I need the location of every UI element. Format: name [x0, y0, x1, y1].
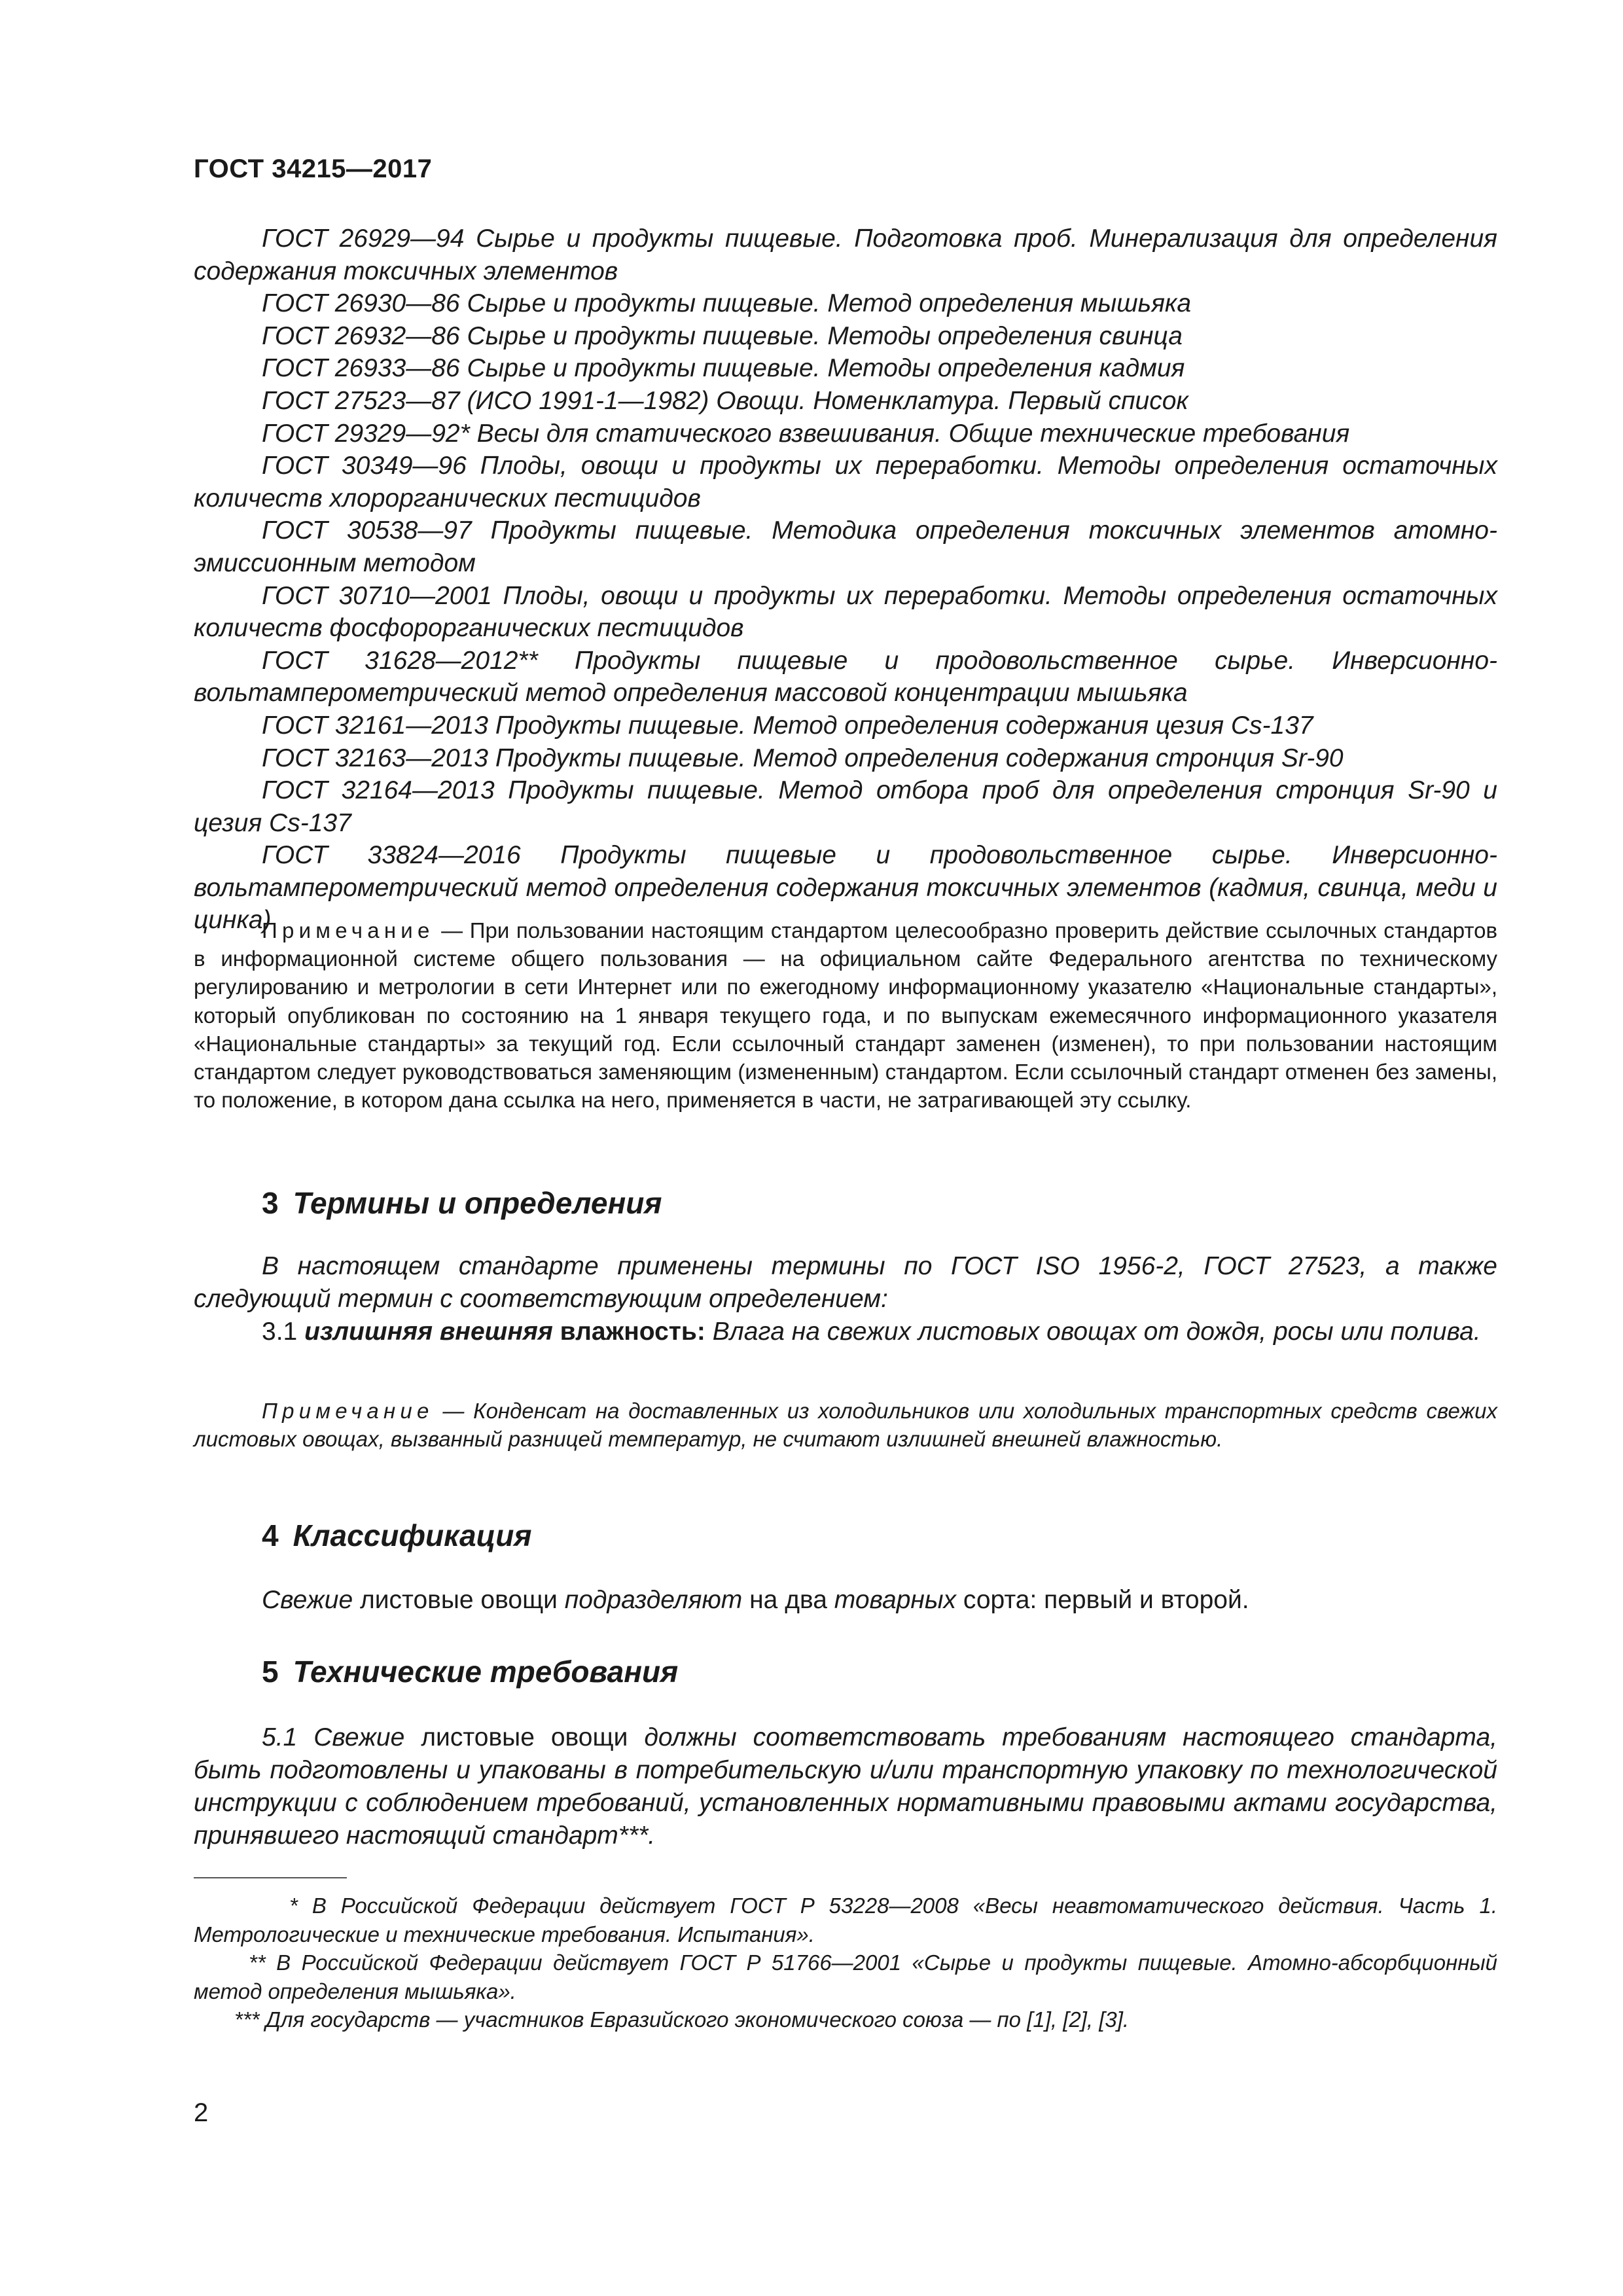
section-4-body: [194, 1584, 1497, 1617]
reference-item: ГОСТ 33824—2016 Продукты пищевые и продовольственное сырье. Инверсионно-вольтамперометрический метод определения содержания токсичных элементов (кадмия, свинца, меди и цинка): [194, 841, 1497, 935]
text-run: товарных: [834, 1586, 957, 1614]
footnote: * В Российской Федерации действует ГОСТ Р 53228—2008 «Весы неавтоматического действия. Часть 1. Метрологические и технические требования. Испытания».: [194, 1893, 1497, 1946]
section-4-paragraph: [194, 1584, 1497, 1617]
reference-item: ГОСТ 27523—87 (ИСО 1991-1—1982) Овощи. Номенклатура. Первый список: [262, 386, 1188, 415]
section-number: 3: [262, 1186, 279, 1220]
term-definition-text: Влага на свежих листовых овощах от дождя, росы или полива.: [705, 1318, 1481, 1346]
note-text: — При пользовании настоящим стандартом целесообразно проверить действие ссылочных стандартов в информационной системе общего пользования — на официальном сайте Федерального агентства по техническому регулированию и метрологии в сети Интернет или по ежегодному информационному указателю «Национальные стандарты», который опубликован по состоянию на 1 января текущего года, и по выпускам ежемесячного информационного указателя «Национальные стандарты» за текущий год. Если ссылочный стандарт заменен (изменен), то при пользовании настоящим стандартом следует руководствоваться заменяющим (измененным) стандартом. Если ссылочный стандарт отменен без замены, то положение, в котором дана ссылка на него, применяется в части, не затрагивающей эту ссылку.: [194, 918, 1497, 1113]
term-name: излишняя внешняя: [304, 1318, 553, 1346]
reference-item: ГОСТ 32161—2013 Продукты пищевые. Метод определения содержания цезия Cs-137: [262, 711, 1313, 740]
reference-item: ГОСТ 30349—96 Плоды, овощи и продукты их переработки. Методы определения остаточных количеств хлорорганических пестицидов: [194, 452, 1497, 512]
section-5-paragraph: [194, 1721, 1497, 1852]
section-title: Термины и определения: [293, 1186, 662, 1220]
reference-item: ГОСТ 32163—2013 Продукты пищевые. Метод определения содержания стронция Sr-90: [262, 744, 1344, 772]
section-number: 4: [262, 1518, 279, 1552]
text-run: Свежие: [313, 1723, 405, 1751]
text-run: сорта: первый и второй.: [956, 1586, 1249, 1614]
term-number: 3.1: [262, 1318, 305, 1346]
section-4-heading: [262, 1517, 532, 1554]
text-run: на два: [742, 1586, 834, 1614]
normative-references-list: [194, 223, 1497, 937]
reference-item: ГОСТ 31628—2012** Продукты пищевые и продовольственное сырье. Инверсионно-вольтамперометрический метод определения массовой концентрации мышьяка: [194, 646, 1497, 708]
footnote: ** В Российской Федерации действует ГОСТ Р 51766—2001 «Сырье и продукты пищевые. Атомно-абсорбционный метод определения мышьяка».: [194, 1950, 1497, 2003]
footnotes: [194, 1892, 1497, 2034]
term-note: [194, 1397, 1497, 1453]
note-text: — Конденсат на доставленных из холодильников или холодильных транспортных средств свежих листовых овощах, вызванный разницей температур, не считают излишней внешней влажностью.: [194, 1399, 1497, 1452]
section-5-body: [194, 1721, 1497, 1852]
text-run: Свежие: [262, 1586, 353, 1614]
note-label: Примечание: [262, 1399, 434, 1423]
section-3-intro: В настоящем стандарте применены термины по ГОСТ ISO 1956-2, ГОСТ 27523, а также следующий термин с соответствующим определением:: [194, 1252, 1497, 1313]
reference-item: ГОСТ 29329—92* Весы для статического взвешивания. Общие технические требования: [262, 419, 1350, 448]
reference-item: ГОСТ 26933—86 Сырье и продукты пищевые. Методы определения кадмия: [262, 354, 1185, 383]
references-note: [194, 916, 1497, 1114]
note-label: Примечание: [262, 918, 435, 942]
paragraph-number: 5.1: [262, 1723, 314, 1751]
section-title: Технические требования: [293, 1655, 679, 1689]
section-number: 5: [262, 1655, 279, 1689]
text-run: листовые овощи: [404, 1723, 645, 1751]
footnote: *** Для государств — участников Евразийского экономического союза — по [1], [2], [3].: [234, 2007, 1130, 2032]
term-name-tail: влажность:: [552, 1318, 705, 1346]
reference-item: ГОСТ 30710—2001 Плоды, овощи и продукты их переработки. Методы определения остаточных количеств фосфорорганических пестицидов: [194, 581, 1497, 643]
reference-item: ГОСТ 26932—86 Сырье и продукты пищевые. Методы определения свинца: [262, 321, 1183, 350]
reference-item: ГОСТ 32164—2013 Продукты пищевые. Метод отбора проб для определения стронция Sr-90 и цезия Cs-137: [194, 776, 1497, 837]
footnote-divider: [194, 1877, 347, 1878]
section-title: Классификация: [293, 1518, 532, 1552]
text-run: листовые овощи: [353, 1586, 565, 1614]
reference-item: ГОСТ 30538—97 Продукты пищевые. Методика определения токсичных элементов атомно-эмиссионным методом: [194, 516, 1497, 577]
term-definition: [194, 1316, 1497, 1348]
document-header: ГОСТ 34215—2017: [194, 154, 433, 183]
text-run: подразделяют: [564, 1586, 743, 1614]
text-run: должны соответствовать требованиям настоящего стандарта, быть подготовлены и упакованы в потребительскую и/или транспортную упаковку по технологической инструкции с соблюдением требований, установленных нормативными правовыми актами государства, принявшего настоящий стандарт***.: [194, 1723, 1497, 1850]
section-5-heading: [262, 1653, 678, 1690]
page-number: 2: [194, 2098, 209, 2127]
section-3-body: [194, 1250, 1497, 1348]
section-3-heading: [262, 1185, 662, 1221]
reference-item: ГОСТ 26930—86 Сырье и продукты пищевые. Метод определения мышьяка: [262, 289, 1192, 318]
reference-item: ГОСТ 26929—94 Сырье и продукты пищевые. Подготовка проб. Минерализация для определения содержания токсичных элементов: [194, 224, 1497, 285]
